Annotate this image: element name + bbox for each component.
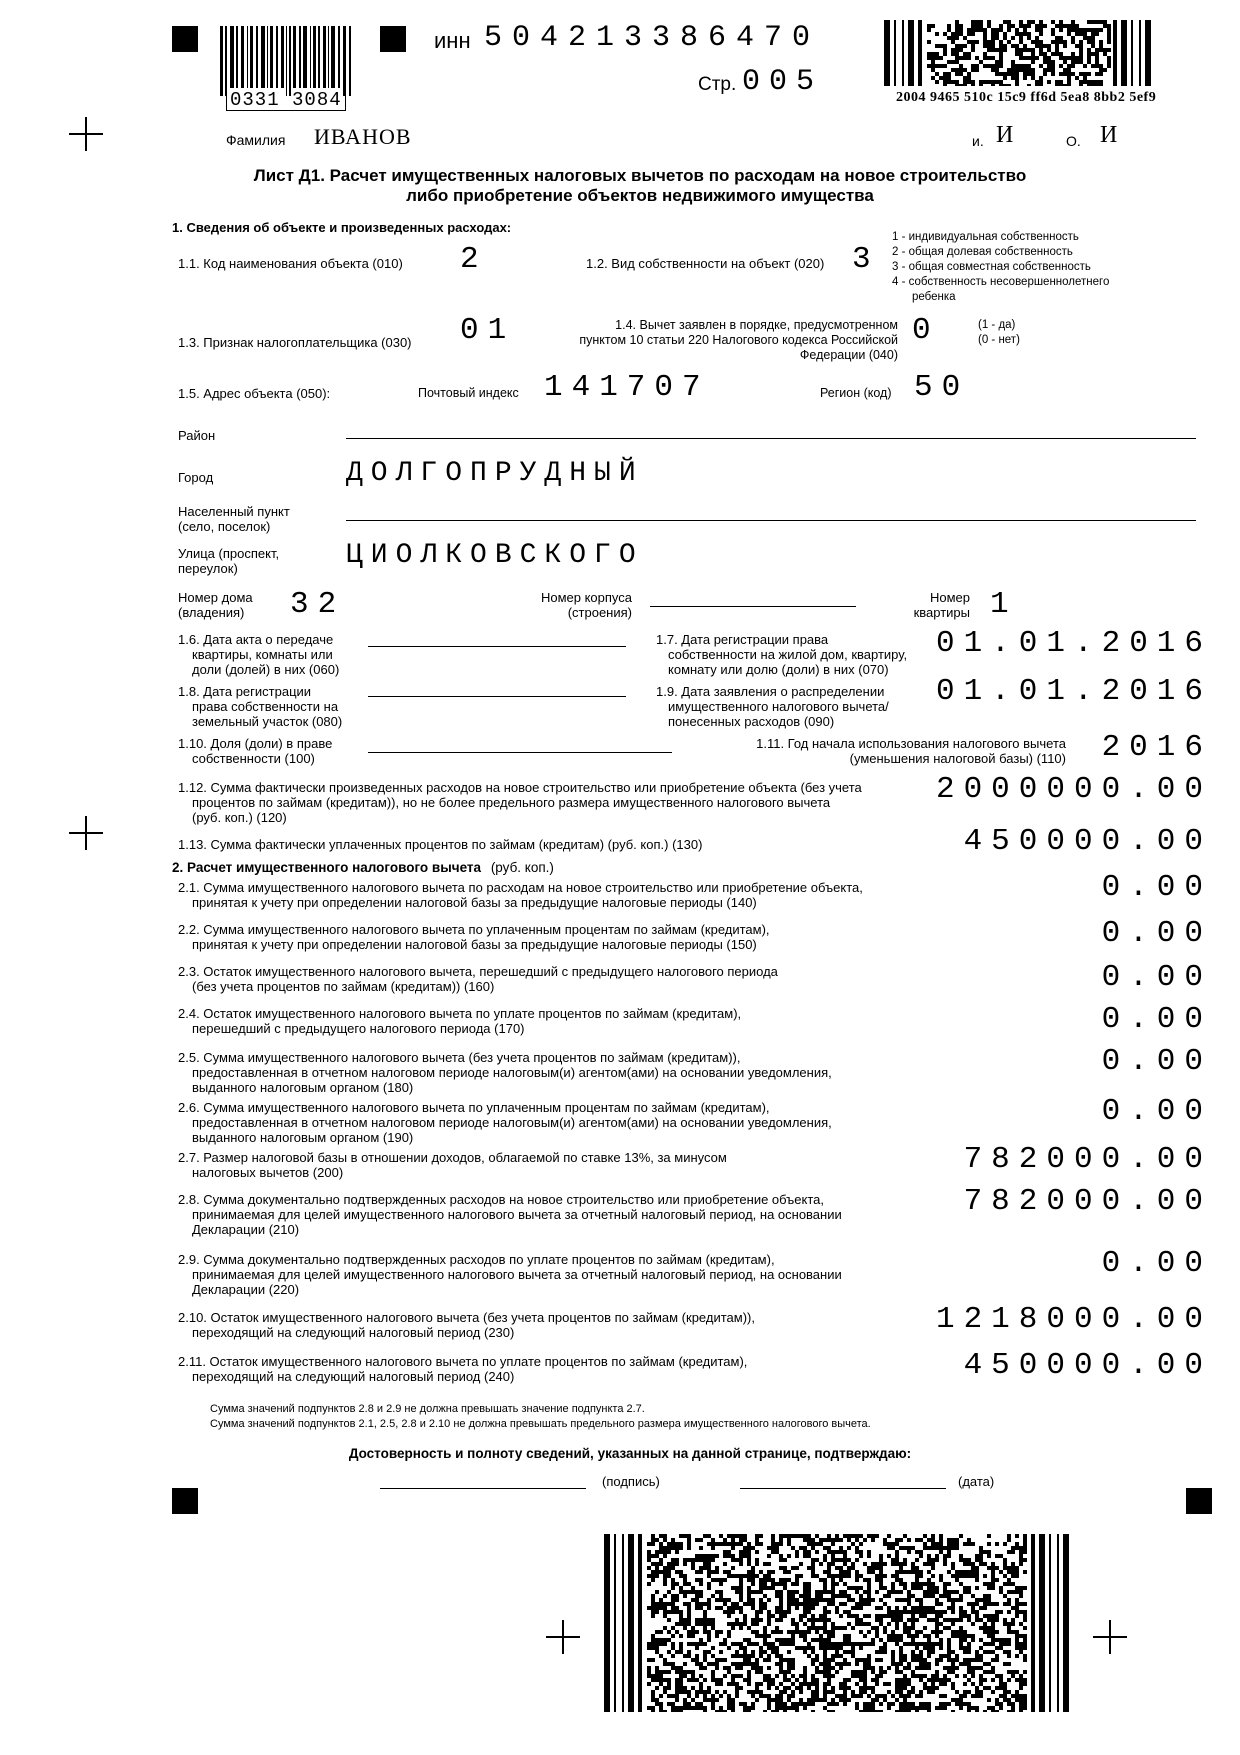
surname-value: ИВАНОВ [314, 124, 412, 149]
locality-input-line[interactable] [346, 520, 1196, 521]
pdf417-barcode-top [884, 20, 1152, 86]
locality-label-2: (село, поселок) [178, 519, 271, 534]
postcode-value: 141707 [544, 370, 710, 405]
pdf417-barcode-bottom [604, 1534, 1070, 1712]
field-100-input-line[interactable] [368, 752, 672, 753]
section2-row-label-line: предоставленная в отчетном налоговом периоде налоговым(и) агентом(ами) на основании уведомления, [192, 1115, 832, 1130]
field-110-label-2: (уменьшения налоговой базы) (110) [849, 751, 1066, 766]
note-1: Сумма значений подпунктов 2.8 и 2.9 не должна превышать значение подпункта 2.7. [210, 1403, 645, 1415]
section2-row-label-line: 2.7. Размер налоговой базы в отношении доходов, облагаемой по ставке 13%, за минусом [178, 1150, 727, 1165]
field-120-label-2: процентов по займам (кредитам)), но не более предельного размера имущественного налогового вычета [192, 795, 831, 810]
section2-row-label-line: 2.6. Сумма имущественного налогового вычета по уплаченным процентам по займам (кредитам), [178, 1100, 770, 1115]
section2-row-label-line: 2.2. Сумма имущественного налогового вычета по уплаченным процентам по займам (кредитам), [178, 922, 770, 937]
field-060-label [178, 632, 339, 677]
apartment-label [900, 590, 970, 620]
section2-row-label-line: 2.10. Остаток имущественного налогового вычета (без учета процентов по займам (кредитам)), [178, 1310, 755, 1325]
field-020-label: 1.2. Вид собственности на объект (020) [586, 256, 825, 271]
apartment-label-1: Номер [929, 590, 970, 605]
title-line-2: либо приобретение объектов недвижимого имущества [406, 186, 874, 205]
field-010-label: 1.1. Код наименования объекта (010) [178, 256, 403, 271]
field-070-label-2: собственности на жилой дом, квартиру, [668, 647, 908, 662]
field-070-label-3: комнату или долю (доли) в них (070) [668, 662, 889, 677]
confirmation-text: Достоверность и полноту сведений, указанных на данной странице, подтверждаю: [348, 1446, 912, 1461]
street-label [178, 546, 328, 576]
house-label-2: (владения) [178, 605, 245, 620]
initial-i-label: и. [972, 133, 984, 149]
field-090-value: 01.01.2016 [935, 674, 1212, 709]
corner-marker-bottom-left [172, 1488, 198, 1514]
section2-row-label [178, 1310, 755, 1340]
inn-value: 504213386470 [484, 21, 821, 55]
section2-row-label [178, 880, 863, 910]
initial-o-label: О. [1066, 133, 1081, 149]
field-110-value: 2016 [1101, 730, 1212, 765]
field-050-label: 1.5. Адрес объекта (050): [178, 386, 331, 401]
initial-o-value: И [1100, 122, 1118, 148]
house-value: 32 [290, 587, 346, 622]
building-label-1: Номер корпуса [540, 590, 632, 605]
registration-cross-bottom-right [1093, 1620, 1127, 1654]
section2-row-label [178, 922, 770, 952]
inn-label: инн [434, 28, 471, 53]
field-070-label [656, 632, 907, 677]
section2-row-value: 782000.00 [963, 1142, 1212, 1177]
field-120-label-1: 1.12. Сумма фактически произведенных расходов на новое строительство или приобретение объекта (без учета [178, 780, 862, 795]
section2-row-label-line: (без учета процентов по займам (кредитам)) (160) [192, 979, 495, 994]
section2-row-label [178, 1354, 747, 1384]
section2-row-value: 782000.00 [963, 1184, 1212, 1219]
street-label-1: Улица (проспект, [178, 546, 280, 561]
date-label: (дата) [958, 1474, 995, 1489]
field-090-label-3: понесенных расходов (090) [668, 714, 835, 729]
page-title [200, 166, 1080, 206]
field-040-value: 0 [912, 313, 940, 348]
field-030-label: 1.3. Признак налогоплательщика (030) [178, 335, 412, 350]
field-080-label [178, 684, 342, 729]
section2-row-label [178, 1100, 832, 1145]
title-line-1: Лист Д1. Расчет имущественных налоговых вычетов по расходам на новое строительство [253, 166, 1027, 185]
field-090-label-1: 1.9. Дата заявления о распределении [656, 684, 885, 699]
section2-row-value: 450000.00 [963, 1348, 1212, 1383]
page-value: 005 [742, 65, 824, 99]
field-100-label-2: собственности (100) [192, 751, 315, 766]
section2-heading-text: 2. Расчет имущественного налогового вычета [172, 860, 482, 875]
section2-row-label-line: принимаемая для целей имущественного налогового вычета за отчетный налоговый период, на основании [192, 1207, 842, 1222]
section2-row-value: 0.00 [1101, 1094, 1212, 1129]
section2-row-label-line: 2.1. Сумма имущественного налогового вычета по расходам на новое строительство или приобретение объекта, [178, 880, 863, 895]
section1-heading: 1. Сведения об объекте и произведенных расходах: [172, 220, 512, 235]
section2-row-label-line: принимаемая для целей имущественного налогового вычета за отчетный налоговый период, на основании [192, 1267, 842, 1282]
section2-row-label [178, 1150, 727, 1180]
field-110-label [700, 736, 1066, 766]
ownership-legend-3: 3 - общая совместная собственность [892, 261, 1091, 273]
field-100-label-1: 1.10. Доля (доли) в праве [178, 736, 333, 751]
section2-row-label-line: выданного налоговым органом (180) [192, 1080, 414, 1095]
field-040-label-3: Федерации (040) [799, 348, 898, 362]
street-label-2: переулок) [178, 561, 238, 576]
field-090-label [656, 684, 889, 729]
field-040-legend [978, 318, 1020, 348]
district-label: Район [178, 428, 216, 443]
district-input-line[interactable] [346, 438, 1196, 439]
ownership-legend-2: 2 - общая долевая собственность [892, 246, 1073, 258]
section2-row-label-line: предоставленная в отчетном налоговом периоде налоговым(и) агентом(ами) на основании уведомления, [192, 1065, 832, 1080]
field-020-value: 3 [852, 242, 880, 277]
field-040-legend-1: (1 - да) [978, 319, 1016, 331]
hash-code: 2004 9465 510c 15c9 ff6d 5ea8 8bb2 5ef9 [896, 90, 1157, 105]
field-100-label [178, 736, 332, 766]
field-040-label-2: пунктом 10 статьи 220 Налогового кодекса Российской [579, 333, 898, 347]
field-040-label-1: 1.4. Вычет заявлен в порядке, предусмотренном [615, 318, 898, 332]
section2-row-value: 0.00 [1101, 1002, 1212, 1037]
field-110-label-1: 1.11. Год начала использования налогового вычета [756, 736, 1066, 751]
section2-row-label-line: 2.11. Остаток имущественного налогового вычета по уплате процентов по займам (кредитам), [178, 1354, 748, 1369]
section2-row-label-line: 2.4. Остаток имущественного налогового вычета по уплате процентов по займам (кредитам), [178, 1006, 742, 1021]
section2-row-label [178, 1050, 832, 1095]
house-label-1: Номер дома [178, 590, 253, 605]
section2-row-label-line: принятая к учету при определении налоговой базы за предыдущие налоговые периоды (140) [192, 895, 757, 910]
date-line[interactable] [740, 1488, 946, 1489]
page-label: Стр. [698, 74, 737, 95]
barcode-number: 0331 3084 [226, 90, 346, 111]
note-2: Сумма значений подпунктов 2.1, 2.5, 2.8 и 2.10 не должна превышать предельного размера имущественного налогового вычета. [210, 1418, 871, 1430]
section2-row-label-line: 2.5. Сумма имущественного налогового вычета (без учета процентов по займам (кредитам)), [178, 1050, 741, 1065]
signature-line[interactable] [380, 1488, 586, 1489]
building-label [536, 590, 632, 620]
section2-row-label-line: переходящий на следующий налоговый период (230) [192, 1325, 515, 1340]
corner-marker-bottom-right [1186, 1488, 1212, 1514]
field-120-label [178, 780, 862, 825]
section2-row-value: 1218000.00 [935, 1302, 1212, 1337]
section2-row-label [178, 1192, 842, 1237]
registration-cross-left-middle [69, 816, 103, 850]
region-label: Регион (код) [820, 386, 892, 400]
house-label [178, 590, 253, 620]
ownership-legend-5: ребенка [912, 291, 956, 303]
field-040-label [540, 318, 898, 363]
registration-cross-left-top [69, 117, 103, 151]
initial-i-value: И [996, 122, 1014, 148]
signature-label: (подпись) [602, 1474, 660, 1489]
section2-row-label-line: 2.8. Сумма документально подтвержденных расходов на новое строительство или приобретение объекта, [178, 1192, 825, 1207]
field-010-value: 2 [460, 242, 488, 277]
section2-row-value: 0.00 [1101, 916, 1212, 951]
city-label: Город [178, 470, 214, 485]
field-070-value: 01.01.2016 [935, 626, 1212, 661]
section2-row-label-line: выданного налоговым органом (190) [192, 1130, 414, 1145]
field-040-legend-2: (0 - нет) [978, 334, 1020, 346]
ownership-legend [892, 230, 1109, 305]
field-060-input-line[interactable] [368, 646, 626, 647]
building-label-2: (строения) [567, 605, 632, 620]
city-value: ДОЛГОПРУДНЫЙ [346, 458, 644, 489]
surname-label: Фамилия [226, 132, 286, 148]
field-030-value: 01 [460, 313, 516, 348]
ownership-legend-1: 1 - индивидуальная собственность [892, 231, 1079, 243]
field-120-value: 2000000.00 [935, 772, 1212, 807]
section2-row-label-line: перешедший с предыдущего налогового периода (170) [192, 1021, 525, 1036]
locality-label-1: Населенный пункт [178, 504, 290, 519]
field-120-label-3: (руб. коп.) (120) [192, 810, 287, 825]
section2-row-label [178, 1252, 842, 1297]
corner-marker-top-left [172, 26, 198, 52]
field-080-label-2: права собственности на [192, 699, 339, 714]
apartment-label-2: квартиры [913, 605, 970, 620]
registration-cross-bottom-left [546, 1620, 580, 1654]
building-input-line[interactable] [650, 606, 856, 607]
section2-row-value: 0.00 [1101, 1246, 1212, 1281]
field-070-label-1: 1.7. Дата регистрации права [656, 632, 829, 647]
apartment-value: 1 [990, 587, 1018, 622]
locality-label [178, 504, 328, 534]
postcode-label: Почтовый индекс [418, 386, 519, 400]
region-value: 50 [914, 370, 970, 405]
section2-row-value: 0.00 [1101, 870, 1212, 905]
field-060-label-1: 1.6. Дата акта о передаче [178, 632, 334, 647]
section2-row-value: 0.00 [1101, 1044, 1212, 1079]
field-130-label: 1.13. Сумма фактически уплаченных процентов по займам (кредитам) (руб. коп.) (130) [178, 837, 703, 852]
field-060-label-2: квартиры, комнаты или [192, 647, 333, 662]
section2-row-value: 0.00 [1101, 960, 1212, 995]
ownership-legend-4: 4 - собственность несовершеннолетнего [892, 276, 1110, 288]
field-080-label-3: земельный участок (080) [192, 714, 343, 729]
section2-row-label-line: 2.3. Остаток имущественного налогового вычета, перешедший с предыдущего налогового периода [178, 964, 778, 979]
section2-heading [172, 860, 554, 875]
corner-marker-top-middle [380, 26, 406, 52]
field-080-input-line[interactable] [368, 696, 626, 697]
field-060-label-3: доли (долей) в них (060) [192, 662, 340, 677]
section2-row-label-line: налоговых вычетов (200) [192, 1165, 344, 1180]
section2-row-label [178, 964, 778, 994]
section2-row-label-line: принятая к учету при определении налоговой базы за предыдущие налоговые периоды (150) [192, 937, 757, 952]
section2-row-label-line: Декларации (210) [192, 1222, 300, 1237]
linear-barcode [220, 26, 355, 96]
section2-heading-unit: (руб. коп.) [490, 860, 554, 875]
section2-row-label-line: 2.9. Сумма документально подтвержденных расходов по уплате процентов по займам (кредитам), [178, 1252, 775, 1267]
street-value: ЦИОЛКОВСКОГО [346, 540, 644, 571]
field-130-value: 450000.00 [963, 824, 1212, 859]
section2-row-label-line: переходящий на следующий налоговый период (240) [192, 1369, 515, 1384]
field-090-label-2: имущественного налогового вычета/ [668, 699, 889, 714]
section2-row-label-line: Декларации (220) [192, 1282, 300, 1297]
section2-row-label [178, 1006, 741, 1036]
field-080-label-1: 1.8. Дата регистрации [178, 684, 312, 699]
